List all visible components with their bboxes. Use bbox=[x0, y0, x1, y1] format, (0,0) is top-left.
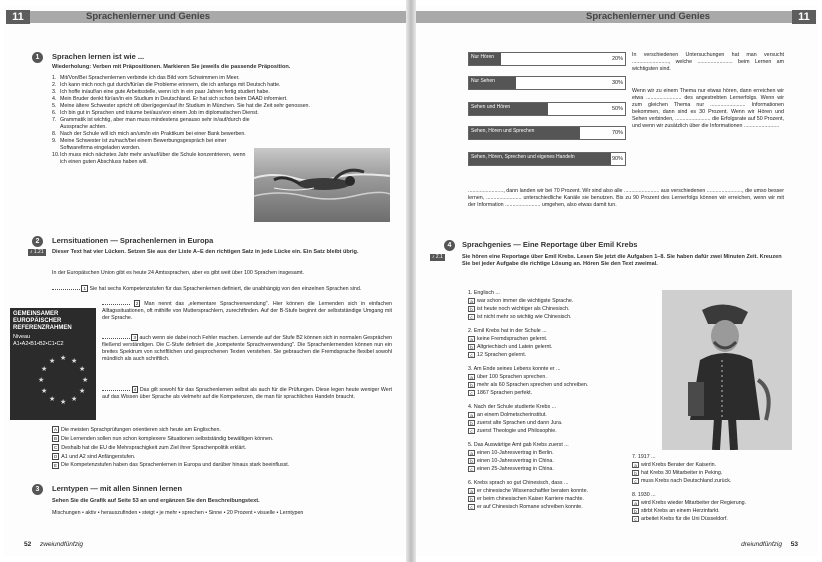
left-header bbox=[4, 10, 406, 24]
right-page bbox=[416, 6, 818, 556]
answer-text: Altgriechisch und Latein gelernt. bbox=[477, 343, 553, 350]
chart-value-label: 20% bbox=[611, 56, 623, 62]
answer-text: ist nicht mehr so wichtig wie Chinesisch. bbox=[477, 313, 572, 320]
question bbox=[468, 442, 628, 474]
answer-option[interactable] bbox=[468, 450, 628, 457]
exercise-number: 2 bbox=[32, 236, 43, 247]
answer-option[interactable] bbox=[632, 470, 792, 477]
exercise-instruction: Wiederholung: Verben mit Präpositionen. Markieren Sie jeweils die passende Präposition. bbox=[52, 64, 291, 70]
answer-option[interactable] bbox=[632, 508, 792, 515]
gap-blank[interactable] bbox=[52, 285, 80, 290]
text-paragraph-2: 2 Man nennt das „elementare Sprachverwendung". Hier können die Lernenden sich in einfachen Alltagssituationen, oft mithilfe von Muttersprachlern, zurechtfinden. Auf der B-Stufe beginnt der selbstständige Umgang mit der Sprache. bbox=[102, 301, 392, 321]
star-icon: ★ bbox=[49, 396, 56, 404]
list-item bbox=[52, 117, 252, 131]
answer-text: er chinesische Wissenschaftler beraten konnte. bbox=[477, 487, 588, 494]
answer-checkbox[interactable]: c bbox=[468, 352, 475, 358]
gap-blank[interactable] bbox=[102, 386, 130, 391]
answer-option[interactable] bbox=[468, 428, 628, 435]
cefr-graphic bbox=[10, 308, 96, 420]
answer-checkbox[interactable]: b bbox=[468, 496, 475, 502]
item-text[interactable]: Mein Bruder denkt für/an/in ein Studium in Deutschland. Er hat sich schon beim DAAD informiert. bbox=[60, 95, 288, 102]
text-paragraph-3: 3 auch wenn sie dabei noch Fehler machen. Lernende auf der Stufe B2 können sich in normalen Gesprächen fließend verständigen. Die C-Stufe definiert die „kompetente Sprachverwendung". Die Sprachenlernenden können nun ein breites Spektrum von schriftlichen und gesprochenen Texten verstehen. Sie gebrauchen die Fremdsprache flexibel sowohl mündlich als auch schriftlich. bbox=[102, 335, 392, 362]
exercise-number: 1 bbox=[32, 52, 43, 63]
exercise-instruction: Dieser Text hat vier Lücken. Setzen Sie aus der Liste A–E den richtigen Satz in jede Lücke ein. Ein Satz bleibt übrig. bbox=[52, 249, 359, 255]
gap-blank[interactable] bbox=[102, 334, 130, 339]
item-number: 6. bbox=[52, 109, 57, 116]
answer-checkbox[interactable]: b bbox=[468, 382, 475, 388]
page-word: zweiundfünfzig bbox=[40, 541, 83, 549]
option-text: A1 und A2 sind Anfängerstufen. bbox=[61, 453, 136, 460]
answer-text: an einem Dolmetscherinstitut. bbox=[477, 411, 547, 418]
option-item bbox=[52, 426, 392, 434]
answer-text: er beim chinesischen Kaiser Karriere machte. bbox=[477, 495, 584, 502]
star-icon: ★ bbox=[79, 366, 86, 373]
header-title: Sprachenlerner und Genies bbox=[86, 11, 211, 22]
question-text: 5. Das Auswärtige Amt gab Krebs zuerst ... bbox=[468, 442, 569, 448]
headphones-icon: ♪ bbox=[30, 249, 34, 255]
chart-bar: Sehen, Hören, Sprechen und eigenes Handeln bbox=[469, 153, 611, 165]
exercise-instruction: Sehen Sie die Grafik auf Seite 53 an und ergänzen Sie den Beschreibungstext. bbox=[52, 498, 260, 504]
list-item bbox=[52, 110, 392, 117]
answer-checkbox[interactable]: a bbox=[468, 488, 475, 494]
option-letter-box[interactable]: B bbox=[54, 435, 58, 441]
chart-bar: Sehen, Hören und Sprechen bbox=[469, 127, 580, 139]
list-item bbox=[52, 96, 392, 103]
question bbox=[632, 454, 792, 486]
answer-checkbox[interactable]: a bbox=[632, 462, 639, 468]
answer-option[interactable] bbox=[468, 412, 628, 419]
exercise-title: Sprachgenies — Eine Reportage über Emil Krebs bbox=[462, 240, 638, 249]
answer-checkbox[interactable]: a bbox=[468, 450, 475, 456]
answer-checkbox[interactable]: c bbox=[468, 504, 475, 510]
answer-text: hat Krebs 30 Mitarbeiter in Peking. bbox=[641, 469, 723, 476]
headphones-icon: ♪ bbox=[432, 254, 436, 260]
answer-option[interactable] bbox=[468, 390, 628, 397]
item-number: 9. bbox=[52, 137, 57, 144]
question-text: 4. Nach der Schule studierte Krebs ... bbox=[468, 404, 557, 410]
word-bank: Mischungen • aktiv • herauszufinden • steigt • je mehr • sprechen • Sinne • 20 Prozent • visuelle • Lerntypen bbox=[52, 510, 304, 516]
text-paragraph-1: 1 Sie hat sechs Kompetenzstufen für das Sprachenlernen definiert, die unabhängig von den einzelnen Sprachen sind. bbox=[52, 285, 392, 293]
item-text[interactable]: Grammatik ist wichtig, aber man muss mindestens genauso sehr in/auf/durch die Aussprache achten. bbox=[60, 116, 250, 130]
list-item bbox=[52, 138, 252, 152]
star-icon: ★ bbox=[38, 377, 45, 384]
header-title: Sprachenlerner und Genies bbox=[586, 11, 711, 22]
answer-checkbox[interactable]: a bbox=[468, 374, 475, 380]
gap-blank[interactable] bbox=[102, 300, 130, 305]
answer-text: zuerst alte Sprachen und dann Jura. bbox=[477, 419, 563, 426]
answer-text: zuerst Theologie und Philosophie. bbox=[477, 427, 557, 434]
answer-checkbox[interactable]: a bbox=[468, 298, 475, 304]
answer-text: einen 10-Jahresvertrag in China. bbox=[477, 457, 554, 464]
answer-text: 1867 Sprachen perfekt. bbox=[477, 389, 533, 396]
list-item bbox=[52, 89, 392, 96]
item-text[interactable]: Meine ältere Schwester spricht oft über/gegen/auf ihr Studium in München. Sie hat die Zeit sehr genossen. bbox=[60, 102, 310, 109]
answer-text: muss Krebs nach Deutschland zurück. bbox=[641, 477, 732, 484]
item-number: 8. bbox=[52, 130, 57, 137]
question bbox=[468, 404, 628, 436]
star-icon: ★ bbox=[71, 396, 78, 404]
option-item bbox=[52, 462, 392, 470]
answer-checkbox[interactable]: c bbox=[468, 428, 475, 434]
star-icon: ★ bbox=[40, 366, 48, 373]
list-item bbox=[52, 75, 392, 82]
answer-option[interactable] bbox=[468, 298, 628, 305]
cefr-niveau: Niveau bbox=[13, 334, 31, 340]
description-p1: In verschiedenen Untersuchungen hat man versucht ........................., welche ........................ beim Lernen am wichtigsten sind. bbox=[632, 52, 784, 72]
option-letter-box[interactable]: E bbox=[54, 462, 58, 468]
exercise-title: Lernsituationen — Sprachenlernen in Europa bbox=[52, 236, 214, 245]
question-text: 2. Emil Krebs hat in der Schule ... bbox=[468, 328, 547, 334]
star-icon: ★ bbox=[49, 357, 56, 365]
answer-option[interactable] bbox=[632, 478, 792, 485]
question-text: 6. Krebs sprach so gut Chinesisch, dass ... bbox=[468, 480, 569, 486]
audio-track-badge[interactable]: ♪ 1.21 bbox=[30, 249, 44, 255]
star-icon: ★ bbox=[79, 388, 86, 395]
answer-checkbox[interactable]: a bbox=[468, 336, 475, 342]
eu-stars-icon bbox=[36, 354, 90, 408]
answer-option[interactable] bbox=[468, 382, 628, 389]
question-text: 8. 1930 ... bbox=[632, 492, 656, 498]
emil-krebs-portrait bbox=[662, 290, 792, 450]
chapter-number: 11 bbox=[6, 10, 30, 24]
chart-bar-row bbox=[468, 52, 626, 66]
answer-checkbox[interactable]: b bbox=[632, 470, 639, 476]
answer-option[interactable] bbox=[468, 352, 628, 359]
answer-text: wird Krebs wieder Mitarbeiter der Regierung. bbox=[641, 499, 747, 506]
answer-checkbox[interactable]: b bbox=[468, 344, 475, 350]
option-letter-box[interactable]: D bbox=[54, 453, 58, 459]
page-word: dreiundfünfzig bbox=[741, 541, 782, 549]
question-text: 1. Englisch ... bbox=[468, 290, 500, 296]
item-number: 4. bbox=[52, 95, 57, 102]
option-list bbox=[52, 426, 392, 470]
item-number: 10. bbox=[52, 151, 60, 158]
page-number: 53 bbox=[790, 541, 798, 549]
exercise-title: Lerntypen — mit allen Sinnen lernen bbox=[52, 484, 183, 493]
answer-checkbox[interactable]: a bbox=[468, 412, 475, 418]
question bbox=[468, 328, 628, 360]
chart-value-label: 30% bbox=[611, 80, 623, 86]
item-number: 1. bbox=[52, 75, 57, 81]
audio-track-badge[interactable]: ♪ 2.1 bbox=[432, 254, 443, 260]
option-text: Die Kompetenzstufen haben das Sprachenlernen in Europa und darüber hinaus stark beeinflusst. bbox=[61, 462, 290, 469]
answer-checkbox[interactable]: c bbox=[468, 466, 475, 472]
answer-checkbox[interactable]: c bbox=[632, 478, 639, 484]
star-icon: ★ bbox=[82, 377, 89, 384]
option-text: Die Lernenden sollen nun schon komplexere Situationen selbstständig bewältigen können. bbox=[61, 435, 274, 442]
item-number: 7. bbox=[52, 116, 57, 123]
exercise-instruction: Sie hören eine Reportage über Emil Krebs. Lesen Sie jetzt die Aufgaben 1–8. Sie haben dafür zwei Minuten Zeit. Kreuzen Sie bei jeder Aufgabe die richtige Lösung an. Hören Sie den Text zweimal. bbox=[462, 254, 782, 268]
answer-option[interactable] bbox=[468, 496, 628, 503]
chart-bar: Sehen und Hören bbox=[469, 103, 548, 115]
answer-option[interactable] bbox=[468, 336, 628, 343]
swimmer-photo bbox=[254, 148, 390, 222]
answer-option[interactable] bbox=[632, 462, 792, 469]
answer-option[interactable] bbox=[468, 420, 628, 427]
answer-checkbox[interactable]: b bbox=[468, 306, 475, 312]
star-icon: ★ bbox=[60, 399, 67, 406]
answer-option[interactable] bbox=[468, 306, 628, 313]
answer-option[interactable] bbox=[468, 504, 628, 511]
question-text: 3. Am Ende seines Lebens konnte er ... bbox=[468, 366, 561, 372]
item-text[interactable]: Mit/Von/Bei Sprachenlernen verbinde ich das Bild vom Schwimmen im Meer. bbox=[60, 75, 240, 81]
option-text: Deshalb hat die EU die Mehrsprachigkeit zum Ziel ihrer Sprachenpolitik erklärt. bbox=[61, 444, 247, 451]
page-number: 52 bbox=[24, 541, 32, 549]
item-text[interactable]: Meine Schwester ist zu/nach/bei einem Bewerbungsgespräch bei einer Softwarefirma eingeladen worden. bbox=[60, 137, 227, 151]
star-icon: ★ bbox=[40, 388, 48, 395]
answer-option[interactable] bbox=[468, 466, 628, 473]
question bbox=[632, 492, 792, 524]
option-item bbox=[52, 435, 392, 443]
option-item bbox=[52, 453, 392, 461]
cefr-line-3: REFERENZRAHMEN bbox=[13, 325, 72, 331]
answer-text: mehr als 60 Sprachen sprechen und schreiben. bbox=[477, 381, 589, 388]
answer-checkbox[interactable]: a bbox=[632, 500, 639, 506]
option-item bbox=[52, 444, 392, 452]
option-letter-box[interactable]: C bbox=[54, 444, 58, 450]
item-number: 3. bbox=[52, 88, 57, 95]
answer-checkbox[interactable]: c bbox=[468, 390, 475, 396]
answer-checkbox[interactable]: c bbox=[632, 516, 639, 522]
cefr-line-2: EUROPÄISCHER bbox=[13, 318, 62, 324]
chart-bar-row bbox=[468, 152, 626, 166]
list-item bbox=[52, 131, 252, 138]
answer-option[interactable] bbox=[468, 314, 628, 321]
answer-checkbox[interactable]: b bbox=[468, 420, 475, 426]
gap-2-box[interactable]: 2 bbox=[135, 301, 139, 307]
answer-text: stirbt Krebs an einem Herzinfarkt. bbox=[641, 507, 720, 514]
question bbox=[468, 480, 628, 512]
chart-value-label: 70% bbox=[611, 130, 623, 136]
item-number: 2. bbox=[52, 81, 57, 88]
answer-option[interactable] bbox=[468, 458, 628, 465]
exercise-number: 4 bbox=[444, 240, 455, 251]
left-page bbox=[4, 6, 406, 556]
item-text[interactable]: Ich hoffe in/auf/an eine gute Arbeitsstelle, wenn ich in ein paar Jahren fertig studiert habe. bbox=[60, 88, 270, 95]
answer-text: einen 25-Jahresvertrag in China. bbox=[477, 465, 554, 472]
list-item bbox=[52, 103, 392, 110]
item-text[interactable]: Nach der Schule will ich mich an/um/in ein Praktikum bei einer Bank bewerben. bbox=[60, 130, 246, 137]
description-p3: ........................, dann landen wir bei 70 Prozent. Wir sind also alle ........................ aus verschiedenen ........................, die umso besser lernen, ........................ unterschiedliche Kanäle sie benutzen. Bis zu 90 Prozent des Lernerfolgs können wir erreichen, wenn wir mit der Information ........................ umgehen, also etwas damit tun. bbox=[468, 188, 784, 208]
chart-bar-row bbox=[468, 102, 626, 116]
answer-option[interactable] bbox=[468, 344, 628, 351]
question-text: 7. 1917 ... bbox=[632, 454, 656, 460]
answer-text: einen 10-Jahresvertrag in Berlin. bbox=[477, 449, 554, 456]
cefr-levels: A1•A2•B1•B2•C1•C2 bbox=[13, 341, 64, 348]
answer-option[interactable] bbox=[468, 374, 628, 381]
star-icon: ★ bbox=[71, 357, 78, 365]
chart-bar-row bbox=[468, 76, 626, 90]
option-letter-box[interactable]: A bbox=[54, 427, 58, 432]
answer-text: über 100 Sprachen sprechen. bbox=[477, 373, 547, 380]
exercise-title: Sprachen lernen ist wie ... bbox=[52, 52, 145, 61]
list-item bbox=[52, 82, 392, 89]
gap-4-box[interactable]: 4 bbox=[133, 387, 137, 393]
answer-option[interactable] bbox=[632, 516, 792, 523]
item-text[interactable]: Ich muss mich nächstes Jahr mehr an/auf/über die Schule konzentrieren, wenn ich einen guten Abschluss haben will. bbox=[60, 151, 246, 165]
answer-checkbox[interactable]: b bbox=[468, 458, 475, 464]
chart-value-label: 90% bbox=[611, 156, 623, 162]
answer-text: arbeitet Krebs für die Uni Düsseldorf. bbox=[641, 515, 728, 522]
option-text: Die meisten Sprachprüfungen orientieren sich heute am Englischen. bbox=[61, 426, 221, 433]
exercise-number: 3 bbox=[32, 484, 43, 495]
star-icon: ★ bbox=[60, 355, 67, 362]
answer-text: keine Fremdsprachen gelernt. bbox=[477, 335, 548, 342]
gap-1-box[interactable]: 1 bbox=[83, 286, 86, 292]
chart-bar: Nur Hören bbox=[469, 53, 501, 65]
text-paragraph-4: 4 Das gilt sowohl für das Sprachenlernen selbst als auch für die Prüfungen. Diese legen heute weniger Wert auf das Wissen über Sprache als vielmehr auf die Kompetenzen, die man für sprachliches Handeln braucht. bbox=[102, 387, 392, 400]
question bbox=[468, 290, 628, 322]
item-number: 5. bbox=[52, 102, 57, 109]
answer-option[interactable] bbox=[468, 488, 628, 495]
description-p2: Wenn wir zu einem Thema nur etwas hören, dann erreichen wir etwa ........................ des angestrebten Lernerfolgs. Wenn wir zum gleichen Thema nur ........................ Informationen bekommen, dann sind es 30 Prozent. Wenn wir Hören und Sehen verbinden, ........................ die Erfolgsrate auf 50 Prozent, und wenn wir zusätzlich über die Informationen ........................ bbox=[632, 88, 784, 129]
chart-bar: Nur Sehen bbox=[469, 77, 516, 89]
answer-text: ist heute noch wichtiger als Chinesisch. bbox=[477, 305, 570, 312]
answer-option[interactable] bbox=[632, 500, 792, 507]
chapter-number: 11 bbox=[792, 10, 816, 24]
text-intro: In der Europäischen Union gibt es heute 24 Amtssprachen, aber es gibt weit über 100 Sprachen insgesamt. bbox=[52, 270, 305, 276]
answer-checkbox[interactable]: b bbox=[632, 508, 639, 514]
chart-bar-row bbox=[468, 126, 626, 140]
answer-text: wird Krebs Berater der Kaiserin. bbox=[641, 461, 717, 468]
list-item bbox=[52, 152, 252, 166]
question bbox=[468, 366, 628, 398]
chart-value-label: 50% bbox=[611, 106, 623, 112]
answer-text: er auf Chinesisch Romane schreiben konnte. bbox=[477, 503, 583, 510]
answer-checkbox[interactable]: c bbox=[468, 314, 475, 320]
item-text[interactable]: Ich kann mich noch gut durch/für/an die Probleme erinnern, die ich anfangs mit Deutsch hatte. bbox=[60, 81, 281, 88]
answer-text: war schon immer die wichtigste Sprache. bbox=[477, 297, 574, 304]
answer-text: 12 Sprachen gelernt. bbox=[477, 351, 527, 358]
right-header bbox=[416, 10, 818, 24]
book-gutter bbox=[406, 0, 416, 562]
cefr-line-1: GEMEINSAMER bbox=[13, 311, 59, 317]
gap-3-box[interactable]: 3 bbox=[133, 335, 136, 341]
item-text[interactable]: Ich bin gut in Sprachen und träume bei/aus/von einem Job im diplomatischen Dienst. bbox=[60, 109, 259, 116]
